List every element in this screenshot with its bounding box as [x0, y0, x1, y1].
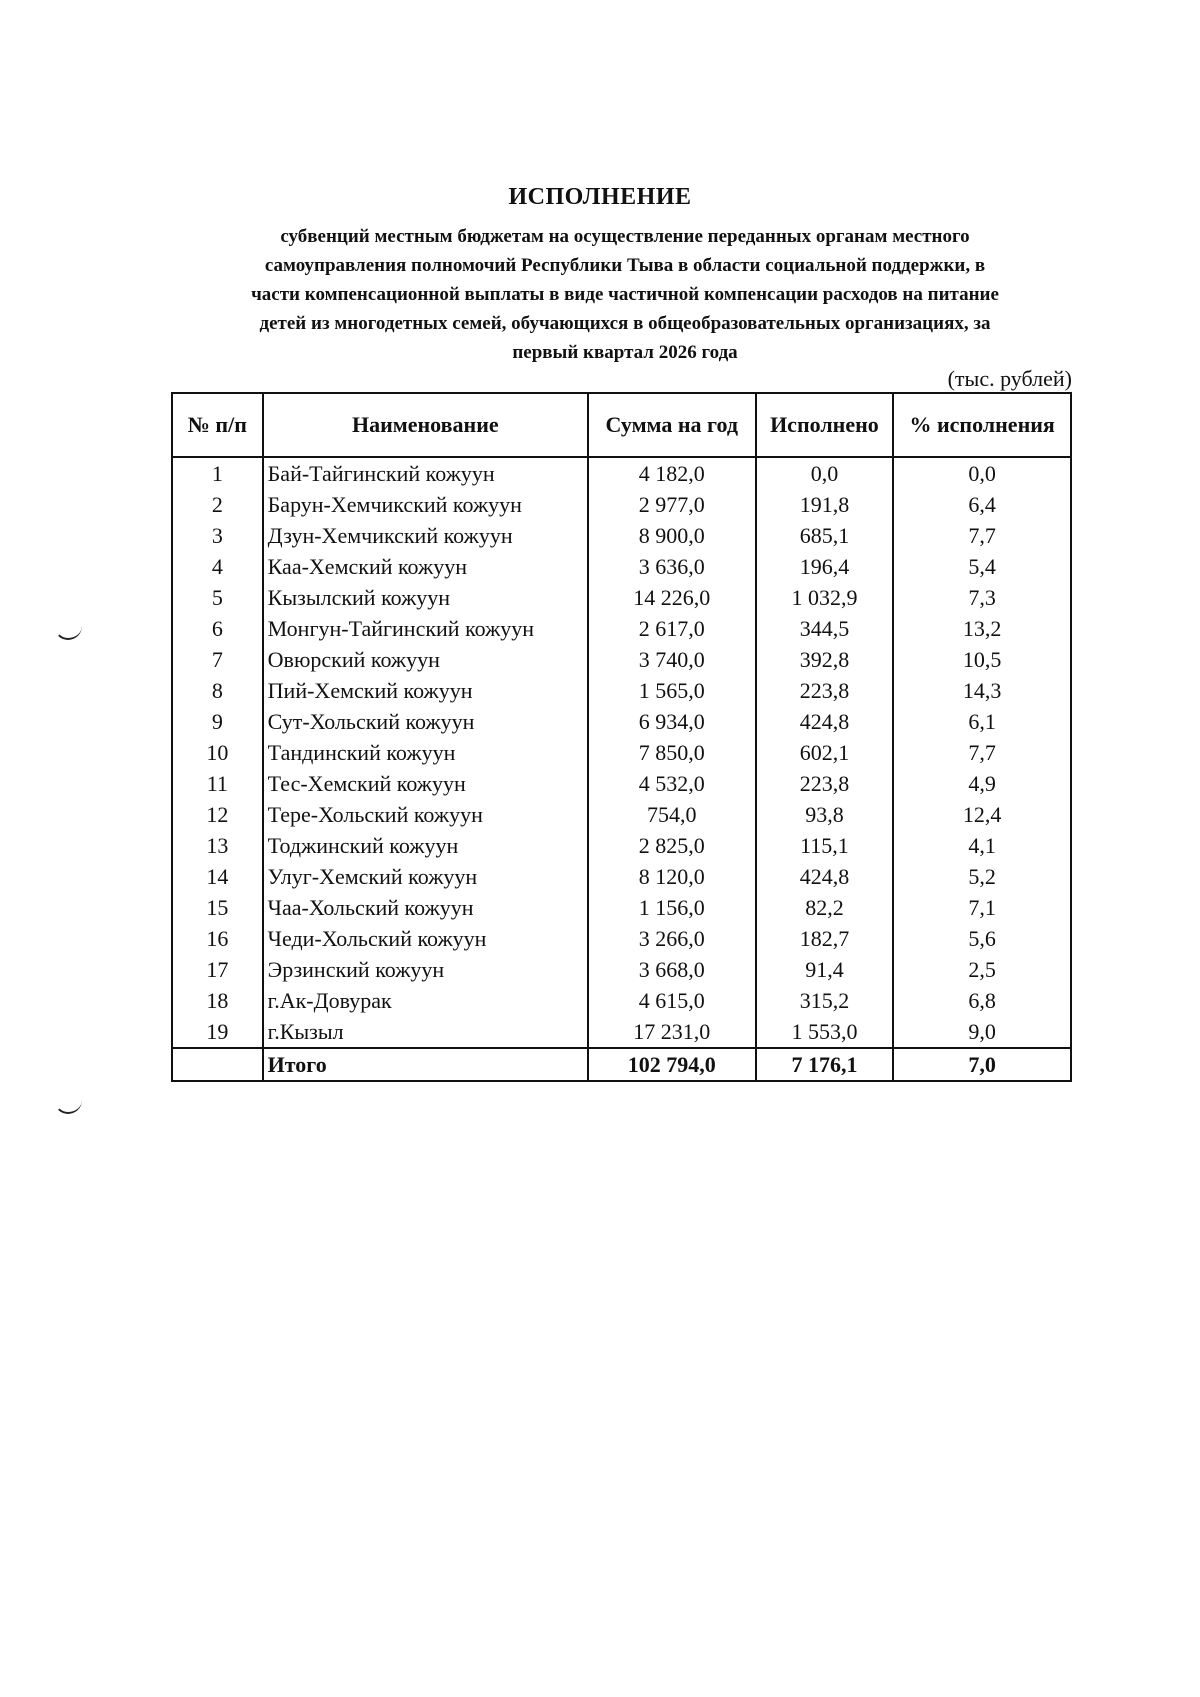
table-row — [172, 644, 1071, 675]
table-row — [172, 551, 1071, 582]
header-number: № п/п — [172, 393, 263, 457]
row-annual-sum: 17 231,0 — [588, 1016, 756, 1048]
row-annual-sum: 4 532,0 — [588, 768, 756, 799]
row-number: 4 — [172, 551, 263, 582]
row-executed: 182,7 — [756, 923, 894, 954]
subtitle-line: первый квартал 2026 года — [512, 342, 738, 363]
row-annual-sum: 8 900,0 — [588, 520, 756, 551]
row-name: Дзун-Хемчикский кожуун — [263, 520, 588, 551]
row-percent: 2,5 — [893, 954, 1071, 985]
row-number: 2 — [172, 489, 263, 520]
table-row — [172, 489, 1071, 520]
row-executed: 191,8 — [756, 489, 894, 520]
header-executed: Исполнено — [756, 393, 894, 457]
table-header-row — [172, 393, 1071, 457]
row-percent: 0,0 — [893, 457, 1071, 489]
total-percent: 7,0 — [893, 1048, 1071, 1081]
table-row — [172, 582, 1071, 613]
table-row — [172, 892, 1071, 923]
table-row — [172, 520, 1071, 551]
total-label: Итого — [263, 1048, 588, 1081]
row-number: 5 — [172, 582, 263, 613]
row-name: г.Кызыл — [263, 1016, 588, 1048]
row-executed: 602,1 — [756, 737, 894, 768]
row-percent: 7,7 — [893, 520, 1071, 551]
row-name: Тандинский кожуун — [263, 737, 588, 768]
row-number: 19 — [172, 1016, 263, 1048]
row-number: 11 — [172, 768, 263, 799]
row-executed: 685,1 — [756, 520, 894, 551]
row-number: 9 — [172, 706, 263, 737]
row-name: Эрзинский кожуун — [263, 954, 588, 985]
row-name: Тоджинский кожуун — [263, 830, 588, 861]
row-name: Чеди-Хольский кожуун — [263, 923, 588, 954]
row-percent: 14,3 — [893, 675, 1071, 706]
execution-table — [171, 392, 1072, 1082]
scan-mark — [54, 624, 82, 640]
subtitle-line: субвенций местным бюджетам на осуществление переданных органам местного — [280, 226, 970, 247]
subtitle-line: детей из многодетных семей, обучающихся в общеобразовательных организациях, за — [259, 313, 991, 334]
row-annual-sum: 4 182,0 — [588, 457, 756, 489]
row-annual-sum: 7 850,0 — [588, 737, 756, 768]
row-name: Бай-Тайгинский кожуун — [263, 457, 588, 489]
row-executed: 0,0 — [756, 457, 894, 489]
row-name: Тес-Хемский кожуун — [263, 768, 588, 799]
table-row — [172, 613, 1071, 644]
document-subtitle — [170, 222, 1080, 367]
row-percent: 6,1 — [893, 706, 1071, 737]
row-percent: 7,1 — [893, 892, 1071, 923]
row-name: г.Ак-Довурак — [263, 985, 588, 1016]
row-executed: 1 553,0 — [756, 1016, 894, 1048]
row-name: Овюрский кожуун — [263, 644, 588, 675]
scan-mark — [54, 1098, 82, 1114]
table-row — [172, 799, 1071, 830]
total-annual-sum: 102 794,0 — [588, 1048, 756, 1081]
row-annual-sum: 3 266,0 — [588, 923, 756, 954]
row-name: Кызылский кожуун — [263, 582, 588, 613]
row-executed: 344,5 — [756, 613, 894, 644]
row-percent: 7,7 — [893, 737, 1071, 768]
row-number: 10 — [172, 737, 263, 768]
row-number: 13 — [172, 830, 263, 861]
row-number: 1 — [172, 457, 263, 489]
row-executed: 115,1 — [756, 830, 894, 861]
table-row — [172, 985, 1071, 1016]
row-percent: 5,6 — [893, 923, 1071, 954]
table-row — [172, 768, 1071, 799]
total-number — [172, 1048, 263, 1081]
header-annual-sum: Сумма на год — [588, 393, 756, 457]
row-name: Пий-Хемский кожуун — [263, 675, 588, 706]
row-percent: 13,2 — [893, 613, 1071, 644]
row-number: 16 — [172, 923, 263, 954]
table-row — [172, 923, 1071, 954]
row-annual-sum: 3 668,0 — [588, 954, 756, 985]
header-name: Наименование — [263, 393, 588, 457]
table-total-row — [172, 1048, 1071, 1081]
total-executed: 7 176,1 — [756, 1048, 894, 1081]
document-title: ИСПОЛНЕНИЕ — [508, 184, 692, 210]
row-percent: 5,4 — [893, 551, 1071, 582]
row-number: 15 — [172, 892, 263, 923]
table-row — [172, 1016, 1071, 1048]
row-name: Улуг-Хемский кожуун — [263, 861, 588, 892]
row-executed: 424,8 — [756, 861, 894, 892]
table-row — [172, 830, 1071, 861]
row-annual-sum: 3 636,0 — [588, 551, 756, 582]
row-annual-sum: 2 825,0 — [588, 830, 756, 861]
row-number: 7 — [172, 644, 263, 675]
row-annual-sum: 2 977,0 — [588, 489, 756, 520]
row-number: 3 — [172, 520, 263, 551]
table-row — [172, 457, 1071, 489]
row-percent: 7,3 — [893, 582, 1071, 613]
row-number: 12 — [172, 799, 263, 830]
row-executed: 424,8 — [756, 706, 894, 737]
row-executed: 223,8 — [756, 675, 894, 706]
table-row — [172, 737, 1071, 768]
row-number: 6 — [172, 613, 263, 644]
row-annual-sum: 1 156,0 — [588, 892, 756, 923]
row-executed: 196,4 — [756, 551, 894, 582]
table-row — [172, 706, 1071, 737]
row-annual-sum: 8 120,0 — [588, 861, 756, 892]
header-percent: % исполнения — [893, 393, 1071, 457]
row-annual-sum: 6 934,0 — [588, 706, 756, 737]
subtitle-line: части компенсационной выплаты в виде частичной компенсации расходов на питание — [251, 284, 999, 305]
row-name: Сут-Хольский кожуун — [263, 706, 588, 737]
row-percent: 10,5 — [893, 644, 1071, 675]
row-executed: 315,2 — [756, 985, 894, 1016]
row-name: Чаа-Хольский кожуун — [263, 892, 588, 923]
row-executed: 392,8 — [756, 644, 894, 675]
row-percent: 6,4 — [893, 489, 1071, 520]
row-percent: 5,2 — [893, 861, 1071, 892]
table-row — [172, 954, 1071, 985]
row-number: 8 — [172, 675, 263, 706]
row-percent: 4,9 — [893, 768, 1071, 799]
row-annual-sum: 2 617,0 — [588, 613, 756, 644]
row-percent: 6,8 — [893, 985, 1071, 1016]
row-name: Монгун-Тайгинский кожуун — [263, 613, 588, 644]
row-executed: 1 032,9 — [756, 582, 894, 613]
table-row — [172, 861, 1071, 892]
row-name: Каа-Хемский кожуун — [263, 551, 588, 582]
row-executed: 223,8 — [756, 768, 894, 799]
row-executed: 91,4 — [756, 954, 894, 985]
row-executed: 93,8 — [756, 799, 894, 830]
row-annual-sum: 1 565,0 — [588, 675, 756, 706]
row-annual-sum: 4 615,0 — [588, 985, 756, 1016]
row-percent: 12,4 — [893, 799, 1071, 830]
row-percent: 4,1 — [893, 830, 1071, 861]
row-number: 17 — [172, 954, 263, 985]
row-percent: 9,0 — [893, 1016, 1071, 1048]
row-executed: 82,2 — [756, 892, 894, 923]
row-annual-sum: 14 226,0 — [588, 582, 756, 613]
row-name: Тере-Хольский кожуун — [263, 799, 588, 830]
units-label: (тыс. рублей) — [947, 366, 1072, 391]
row-annual-sum: 3 740,0 — [588, 644, 756, 675]
table-row — [172, 675, 1071, 706]
subtitle-line: самоуправления полномочий Республики Тыва в области социальной поддержки, в — [264, 255, 986, 276]
row-number: 14 — [172, 861, 263, 892]
row-name: Барун-Хемчикский кожуун — [263, 489, 588, 520]
row-annual-sum: 754,0 — [588, 799, 756, 830]
row-number: 18 — [172, 985, 263, 1016]
